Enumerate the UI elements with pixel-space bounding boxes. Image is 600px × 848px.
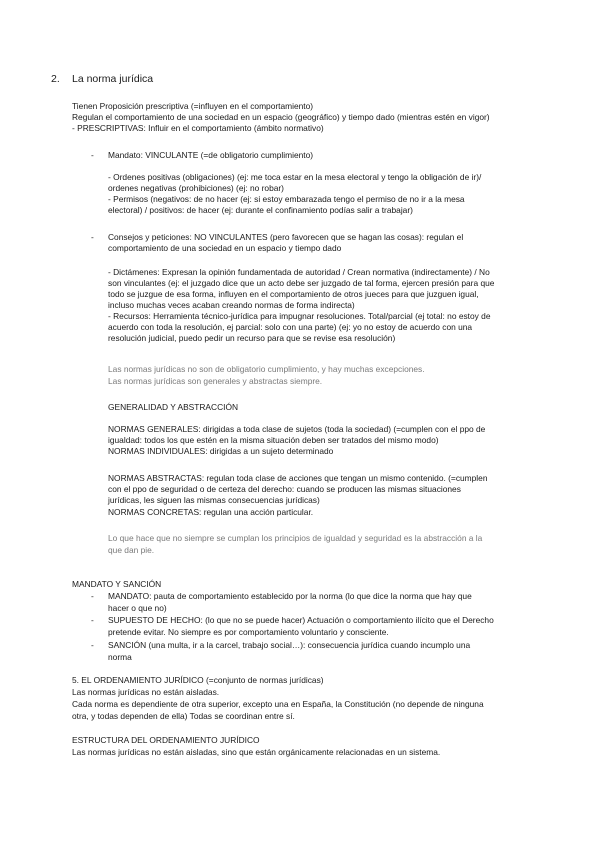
dictamenes-line: son vinculantes (ej: el juzgado dice que un acto debe ser juzgado de tal forma, ejercen presión para que [108,278,495,288]
generalidad-title: GENERALIDAD Y ABSTRACCIÓN [108,402,239,412]
section-title: La norma jurídica [72,73,154,85]
recursos-line: - Recursos: Herramienta técnico-jurídica para impugnar resoluciones. Total/parcial (ej total: no estoy de [108,311,491,321]
abstractas-line: con el ppo de seguridad o de certeza del derecho: cuando se producen las mismas situaciones [108,484,461,494]
estructura-line: Las normas jurídicas no están aisladas, sino que están orgánicamente relacionadas en un sistema. [72,747,441,757]
concretas-line: NORMAS CONCRETAS: regulan una acción particular. [108,507,314,517]
grey-note: Lo que hace que no siempre se cumplan los principios de igualdad y seguridad es la abstracción a la [108,533,483,543]
generales-line: NORMAS GENERALES: dirigidas a toda clase de sujetos (toda la sociedad) (=cumplen con el ppo de [108,424,486,434]
grey-note: que dan pie. [108,545,155,555]
recursos-line: resolución judicial, puedo pedir un recurso para que se revise esa resolución) [108,333,396,343]
section5-title: 5. EL ORDENAMIENTO JURÍDICO (=conjunto de normas jurídicas) [72,675,324,685]
grey-note: Las normas jurídicas son generales y abstractas siempre. [108,376,323,386]
dictamenes-line: - Dictámenes: Expresan la opinión fundamentada de autoridad / Crean normativa (indirectamente) / No [108,267,490,277]
abstractas-line: jurídicas, les siguen las mismas consecuencias jurídicas) [108,495,320,505]
ordenes-line: ordenes negativas (prohibiciones) (ej: no robar) [108,183,284,193]
section5-line: Cada norma es dependiente de otra superior, excepto una en España, la Constitución (no depende de ninguna [72,699,484,709]
ordenes-line: - Ordenes positivas (obligaciones) (ej: me toca estar en la mesa electoral y tengo la obligación de ir)/ [108,172,482,182]
consejos-title: Consejos y peticiones: NO VINCULANTES (pero favorecen que se hagan las cosas): regulan el [108,232,464,242]
ordenes-line: electoral) / positivos: de hacer (ej: durante el confinamiento podías salir a trabajar) [108,205,413,215]
bullet-dash: - [91,615,94,625]
dictamenes-line: incluso muchas veces acaban creando normas de forma indirecta) [108,300,355,310]
consejos-title: comportamiento de una sociedad en un espacio y tiempo dado [108,243,342,253]
dictamenes-line: todo se juzgue de esa forma, influyen en el comportamiento de otros jueces para que juzguen igual, [108,289,479,299]
sancion-item: SANCIÓN (una multa, ir a la carcel, trabajo social…): consecuencia jurídica cuando incumplo una [108,640,471,650]
mandato-sancion-title: MANDATO Y SANCIÓN [72,579,162,589]
bullet-dash: - [91,640,94,650]
bullet-dash: - [91,591,94,601]
mandato-item: hacer o que no) [108,603,167,613]
bullet-dash: - [91,150,94,160]
sancion-item: norma [108,652,132,662]
grey-note: Las normas jurídicas no son de obligatorio cumplimiento, y hay muchas excepciones. [108,364,425,374]
section-number: 2. [51,73,60,85]
intro-line: Regulan el comportamiento de una sociedad en un espacio (geográfico) y tiempo dado (mientras estén en vigor) [72,112,490,122]
ordenes-line: - Permisos (negativos: de no hacer (ej: si estoy embarazada tengo el permiso de no ir a la mesa [108,194,465,204]
mandato-item: MANDATO: pauta de comportamiento establecido por la norma (lo que dice la norma que hay que [108,591,472,601]
estructura-title: ESTRUCTURA DEL ORDENAMIENTO JURÍDICO [72,735,260,745]
intro-line: - PRESCRIPTIVAS: Influir en el comportamiento (ámbito normativo) [72,123,324,133]
section5-line: otra, y todas dependen de ella) Todas se coordinan entre sí. [72,711,295,721]
supuesto-item: pretende evitar. No siempre es por comportamiento voluntario y consciente. [108,627,389,637]
individuales-line: NORMAS INDIVIDUALES: dirigidas a un sujeto determinado [108,446,334,456]
section5-line: Las normas jurídicas no están aisladas. [72,687,220,697]
intro-line: Tienen Proposición prescriptiva (=influyen en el comportamiento) [72,101,314,111]
generales-line: igualdad: todos los que estén en la misma situación deben ser tratados del mismo modo) [108,435,439,445]
supuesto-item: SUPUESTO DE HECHO: (lo que no se puede hacer) Actuación o comportamiento ilícito que el Derecho [108,615,494,625]
bullet-dash: - [91,232,94,242]
abstractas-line: NORMAS ABSTRACTAS: regulan toda clase de acciones que tengan un mismo contenido. (=cumplen [108,473,488,483]
mandato-title: Mandato: VINCULANTE (=de obligatorio cumplimiento) [108,150,314,160]
recursos-line: acuerdo con toda la resolución, ej parcial: solo con una parte) (ej: yo no estoy de acuerdo con una [108,322,473,332]
